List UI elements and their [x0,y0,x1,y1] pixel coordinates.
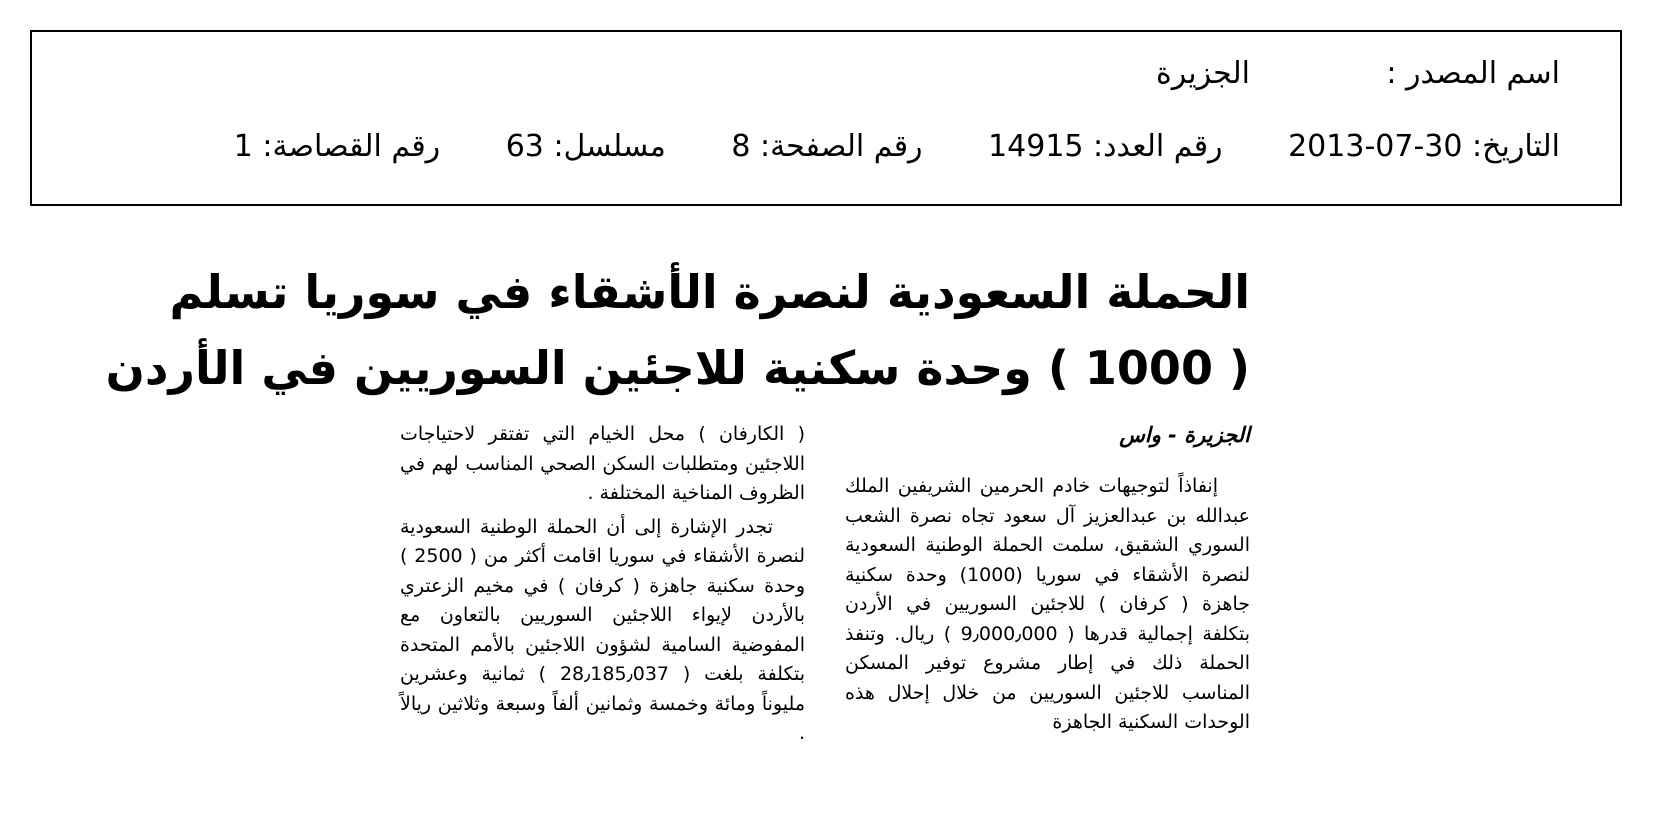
article-column-left [400,420,805,753]
clip-number-field: رقم القصاصة: 1 [233,129,441,164]
paragraph: تجدر الإشارة إلى أن الحملة الوطنية السعودية لنصرة الأشقاء في سوريا اقامت أكثر من ( 2500 ) وحدة سكنية جاهزة ( كرفان ) في مخيم الزعتري بالأردن لإيواء اللاجئين السوريين بالتعاون مع المفوضية السامية لشؤون اللاجئين بالأمم المتحدة بتكلفة بلغت ( 28٫185٫037 ) ثمانية وعشرين مليوناً ومائة وخمسة وثمانين ألفاً وسبعة وثلاثين ريالاً . [400,515,806,744]
serial-field: مسلسل: 63 [505,129,666,164]
paragraph: إنفاذاً لتوجيهات خادم الحرمين الشريفين الملك عبدالله بن عبدالعزيز آل سعود تجاه نصرة الشعب السوري الشقيق، سلمت الحملة الوطنية السعودية لنصرة الأشقاء في سوريا (1000) وحدة سكنية جاهزة ( كرفان ) للاجئين السوريين في الأردن بتكلفة إجمالية قدرها ( 9٫000٫000 ) ريال. وتنفذ الحملة ذلك في إطار مشروع توفير المسكن المناسب للاجئين السوريين من خلال إحلال هذه الوحدات السكنية الجاهزة [845,475,1250,733]
page-number-field: رقم الصفحة: 8 [731,129,923,164]
byline: الجزيرة - واس [1119,423,1250,447]
date-field: التاريخ: 30-07-2013 [1288,129,1560,164]
source-row [1156,54,1560,94]
source-value: الجزيرة [1155,56,1250,91]
details-row [234,127,1560,167]
news-clipping [105,240,1250,780]
source-label: اسم المصدر : [1386,56,1560,91]
headline-line-1: الحملة السعودية لنصرة الأشقاء في سوريا تسلم [169,265,1250,319]
headline-line-2: ( 1000 ) وحدة سكنية للاجئين السوريين في الأردن [105,341,1250,395]
issue-number-field: رقم العدد: 14915 [988,129,1223,164]
source-info-box [30,30,1622,206]
article-headline [105,254,1250,406]
article-column-right [845,420,1250,742]
paragraph: ( الكارفان ) محل الخيام التي تفتقر لاحتياجات اللاجئين ومتطلبات السكن الصحي المناسب لهم في الظروف المناخية المختلفة . [400,423,805,504]
